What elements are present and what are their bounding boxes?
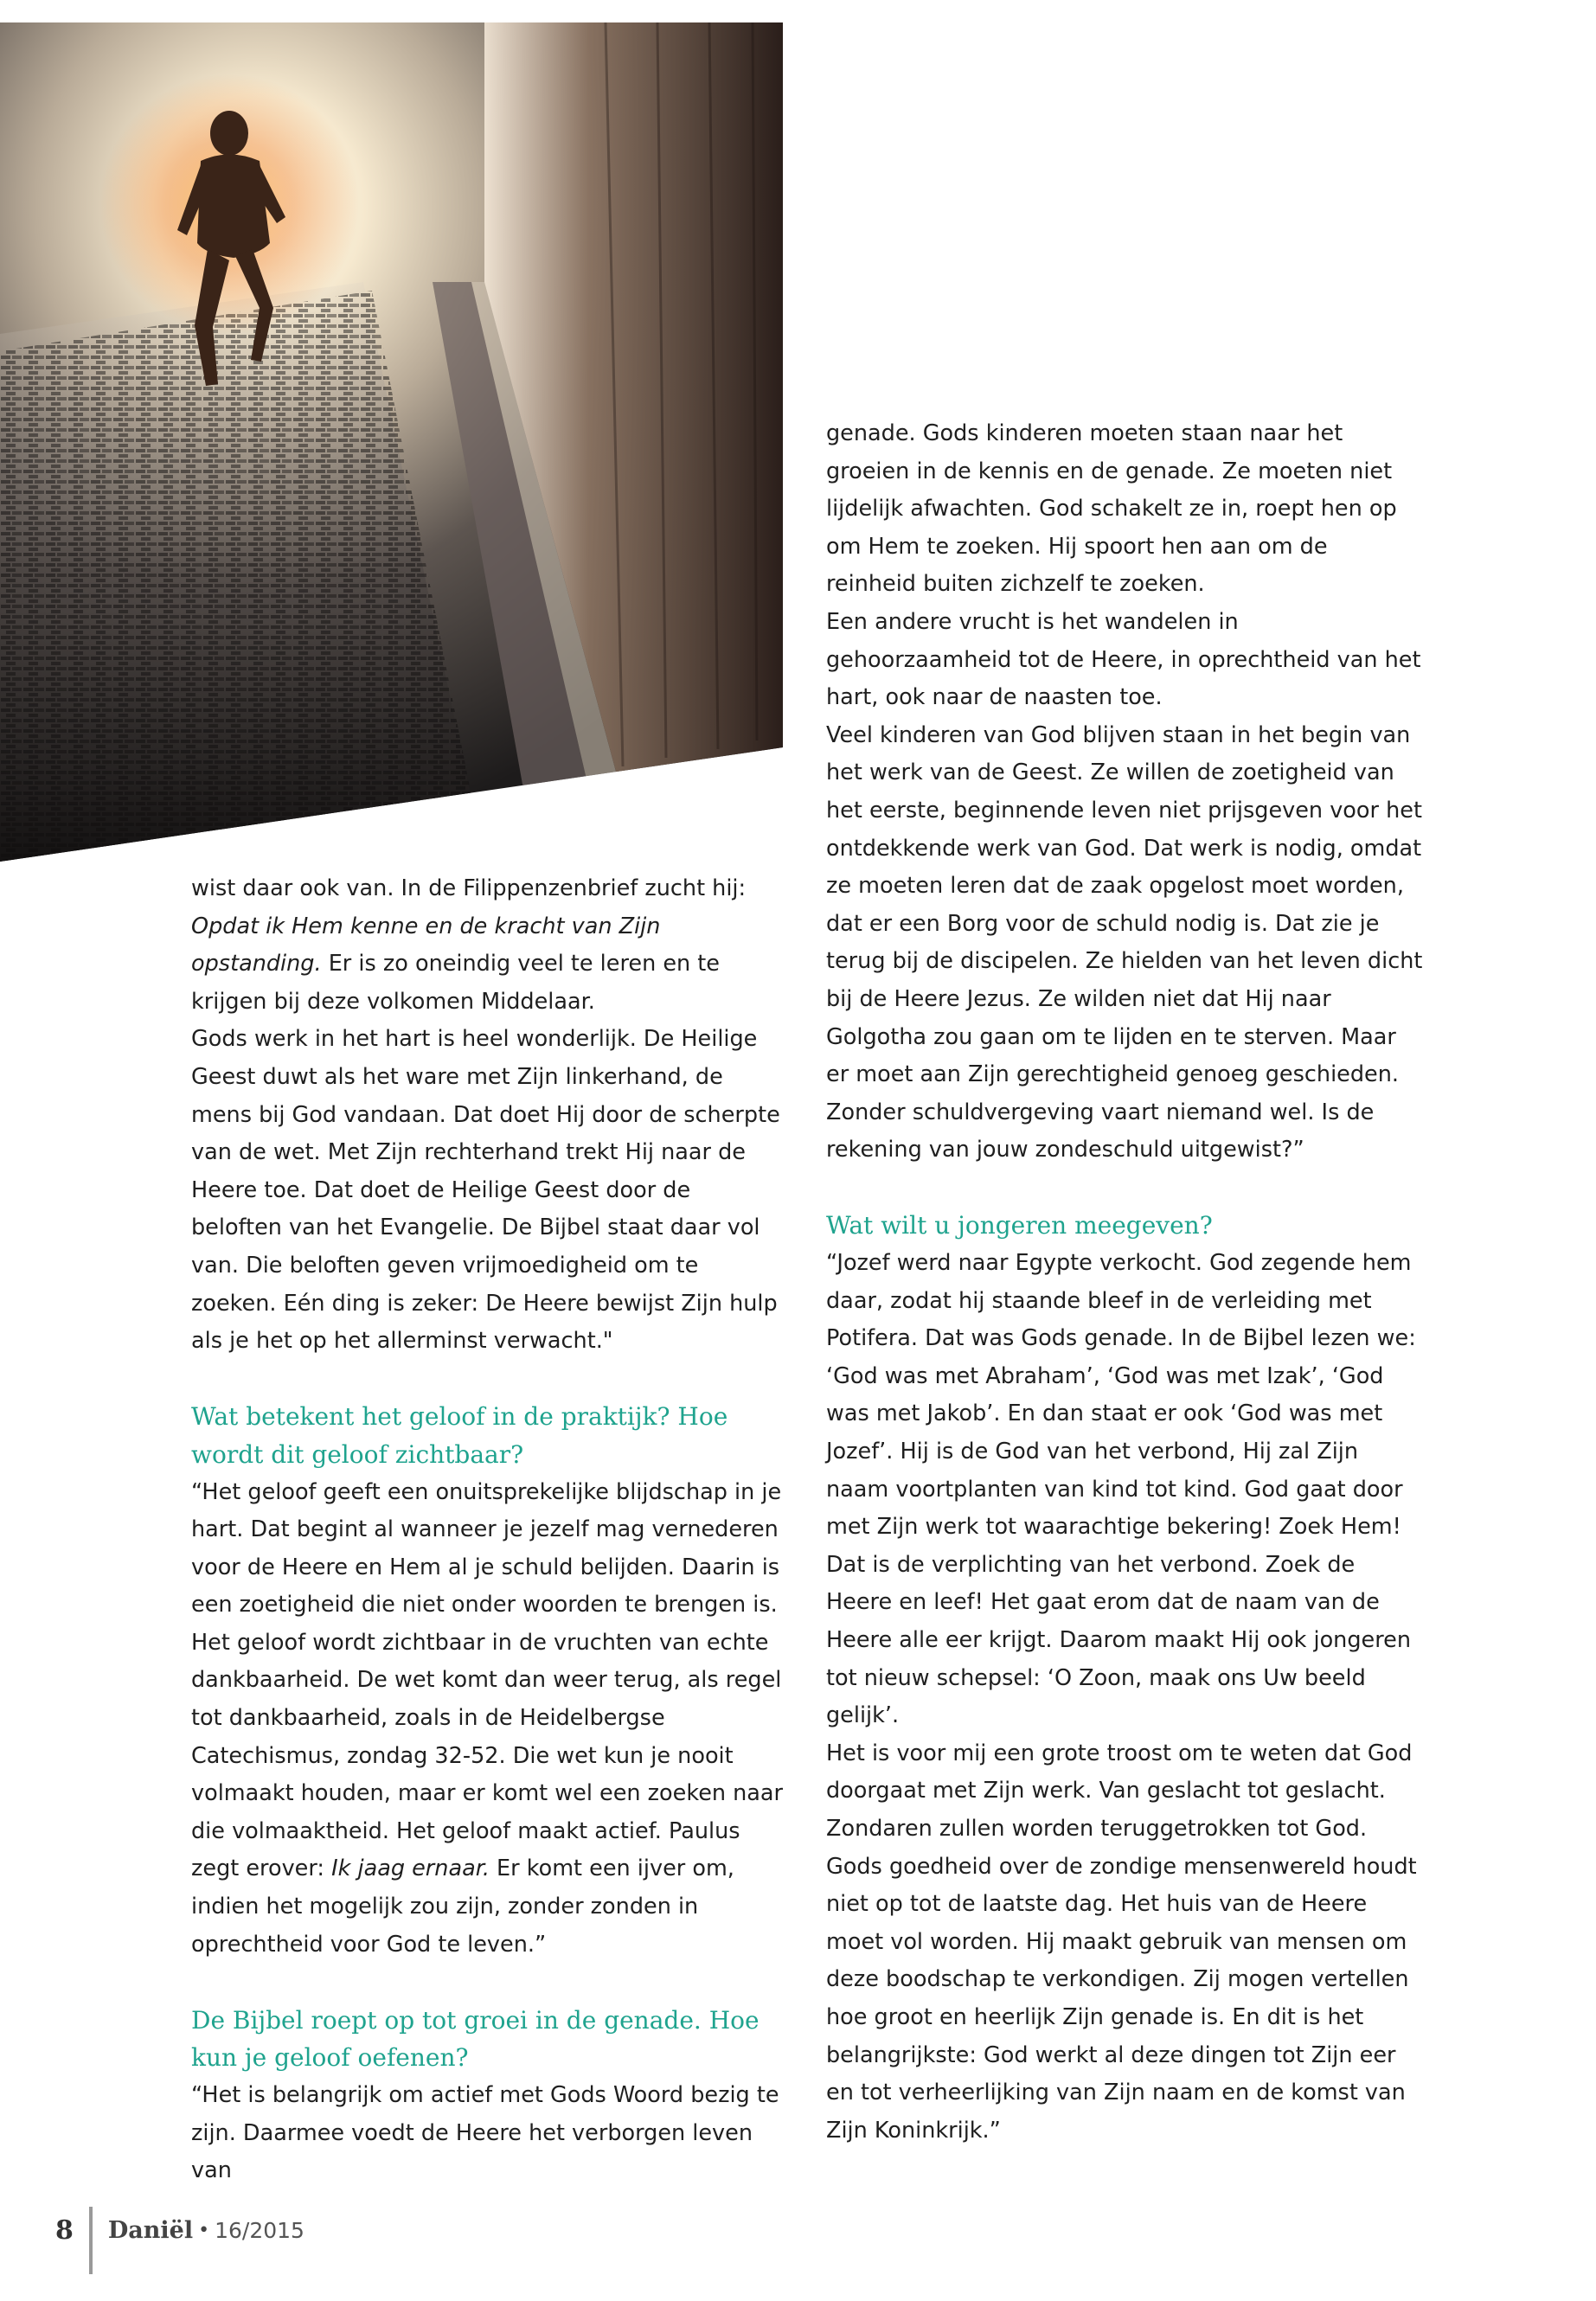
question-heading-jongeren: Wat wilt u jongeren meegeven? <box>826 1211 1213 1240</box>
left-paragraph-4: “Het is belangrijk om actief met Gods Woord bezig te zijn. Daarmee voedt de Heere het verborgen leven van <box>191 2082 779 2184</box>
left-p1-italic: Opdat ik Hem kenne en de kracht van Zijn opstanding. <box>191 913 661 977</box>
question-heading-geloof-praktijk: Wat betekent het geloof in de praktijk? Hoe wordt dit geloof zichtbaar? <box>191 1402 728 1469</box>
left-paragraph-2: Gods werk in het hart is heel wonderlijk. De Heilige Geest duwt als het ware met Zijn linkerhand, de mens bij God vandaan. Dat doet Hij door de scherpte van de wet. Met Zijn rechterhand trekt Hij naar de Heere toe. Dat doet de Heilige Geest door de beloften van het Evangelie. De Bijbel staat daar vol van. Die beloften geven vrijmoedigheid om te zoeken. Eén ding is zeker: De Heere bewijst Zijn hulp als je het op het allerminst verwacht." <box>191 1026 780 1355</box>
question-heading-groei-genade: De Bijbel roept op tot groei in de genade. Hoe kun je geloof oefenen? <box>191 2005 760 2073</box>
page-number: 8 <box>55 2214 74 2246</box>
issue-number: 16/2015 <box>215 2217 304 2243</box>
right-column <box>826 415 1423 2150</box>
right-paragraph-1: genade. Gods kinderen moeten staan naar het groeien in de kennis en de genade. Ze moeten niet lijdelijk afwachten. God schakelt ze in, roept hen op om Hem te zoeken. Hij spoort hen aan om de reinheid buiten zichzelf te zoeken. <box>826 420 1397 598</box>
right-paragraph-5: Het is voor mij een grote troost om te weten dat God doorgaat met Zijn werk. Van geslacht tot geslacht. Zondaren zullen worden teruggetrokken tot God. Gods goedheid over de zondige mensenwereld houdt niet op tot de laatste dag. Het huis van de Heere moet vol worden. Hij maakt gebruik van mensen om deze boodschap te verkondigen. Zij mogen vertellen hoe groot en heerlijk Zijn genade is. En dit is het belangrijkste: God werkt al deze dingen tot Zijn eer en tot verheerlijking van Zijn naam en de komst van Zijn Koninkrijk.” <box>826 1740 1417 2144</box>
left-p3-text-end: Er komt een ijver om, indien het mogelijk zou zijn, zonder zonden in oprechtheid voor God te leven.” <box>191 1856 734 1958</box>
left-p3-text: “Het geloof geeft een onuitsprekelijke blijdschap in je hart. Dat begint al wanneer je jezelf mag vernederen voor de Heere en Hem al je schuld belijden. Daarin is een zoetigheid die niet onder woorden te brengen is. Het geloof wordt zichtbaar in de vruchten van echte dankbaarheid. De wet komt dan weer terug, als regel tot dankbaarheid, zoals in de Heidelbergse Catechismus, zondag 32-52. Die wet kun je nooit volmaakt houden, maar er komt wel een zoeken naar die volmaaktheid. Het geloof maakt actief. Paulus zegt erover: <box>191 1478 784 1882</box>
right-paragraph-4: “Jozef werd naar Egypte verkocht. God zegende hem daar, zodat hij staande bleef in de verleiding met Potifera. Dat was Gods genade. In de Bijbel lezen we: ‘God was met Abraham’, ‘God was met Izak’, ‘God was met Jakob’. En dan staat er ook ‘God was met Jozef’. Hij is de God van het verbond, Hij zal Zijn naam voortplanten van kind tot kind. God gaat door met Zijn werk tot waarachtige bekering! Zoek Hem! Dat is de verplichting van het verbond. Zoek de Heere en leef! Het gaat erom dat de naam van de Heere alle eer krijgt. Daarom maakt Hij ook jongeren tot nieuw schepsel: ‘O Zoon, maak ons Uw beeld gelijk’. <box>826 1250 1416 1729</box>
left-paragraph-1 <box>191 870 788 1021</box>
right-paragraph-2: Een andere vrucht is het wandelen in gehoorzaamheid tot de Heere, in oprechtheid van het hart, ook naar de naasten toe. <box>826 608 1421 711</box>
magazine-title: Daniël <box>107 2216 194 2244</box>
runner-in-tunnel-photo <box>0 22 783 862</box>
left-paragraph-3 <box>191 1474 788 1965</box>
left-p1-text-end: Er is zo oneindig veel te leren en te krijgen bij deze volkomen Middelaar. <box>191 951 720 1015</box>
left-column <box>191 870 788 2190</box>
photo-illustration <box>0 22 783 862</box>
right-paragraph-3: Veel kinderen van God blijven staan in het begin van het werk van de Geest. Ze willen de zoetigheid van het eerste, beginnende leven niet prijsgeven voor het ontdekkende werk van God. Dat werk is nodig, omdat ze moeten leren dat de zaak opgelost moet worden, dat er een Borg voor de schuld nodig is. Dat zie je terug bij de discipelen. Ze hielden van het leven dicht bij de Heere Jezus. Ze wilden niet dat Hij naar Golgotha zou gaan om te lijden en te sterven. Maar er moet aan Zijn gerechtigheid genoeg geschieden. Zonder schuldvergeving vaart niemand wel. Is de rekening van jouw zondeschuld uitgewist?” <box>826 721 1423 1163</box>
footer-divider <box>89 2207 93 2274</box>
left-p1-text: wist daar ook van. In de Filippenzenbrief zucht hij: <box>191 875 747 901</box>
bullet-separator: • <box>198 2219 210 2241</box>
page-footer <box>55 2213 304 2247</box>
left-p3-italic: Ik jaag ernaar. <box>331 1856 490 1882</box>
